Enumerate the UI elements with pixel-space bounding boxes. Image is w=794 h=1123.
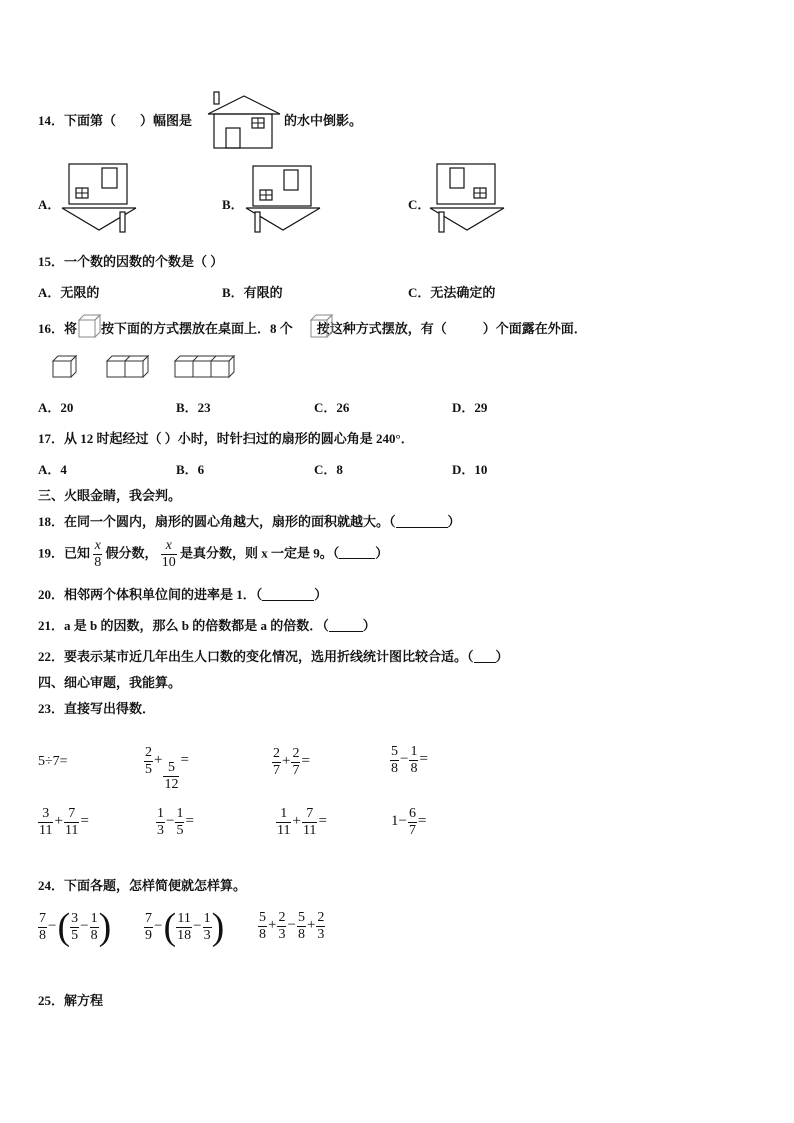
q23-expr-1: 5÷7=: [38, 754, 68, 769]
q24-expr-2: $\frac{7}{9}$ −( $\frac{11}{18}$ − $\frac{1}{3}$ ): [145, 906, 225, 948]
house-figure: [208, 92, 282, 150]
reflection-a-figure: [62, 164, 138, 234]
reflection-b-figure: [246, 166, 322, 236]
q14-line: [38, 110, 192, 129]
q14-text-c: 的水中倒影。: [284, 113, 363, 128]
q23-expr-6: $\frac{1}{3}$ − $\frac{1}{5}$ =: [157, 806, 194, 838]
q24-expr-1: $\frac{7}{8}$ −( $\frac{3}{5}$ − $\frac{1}{8}$ ): [39, 906, 112, 948]
q21-close-paren: ）: [362, 618, 376, 633]
q19-answer-blank[interactable]: [339, 558, 375, 559]
q16-option-d[interactable]: D．29: [452, 400, 488, 415]
q14-text-b: ）幅图是: [140, 113, 193, 128]
section-3-heading: 三、火眼金睛，我会判。: [38, 488, 182, 503]
q20-text: 20．相邻两个体积单位间的进率是 1．（: [38, 587, 263, 602]
q17-option-a[interactable]: A．4: [38, 462, 67, 477]
cubes-two: [106, 355, 150, 379]
q17-question: 17．从 12 时起经过（ ）小时，时针扫过的扇形的圆心角是 240°．: [38, 431, 414, 446]
q15-option-b[interactable]: B．有限的: [222, 285, 283, 300]
q20-answer-blank[interactable]: [262, 600, 314, 601]
q22-answer-blank[interactable]: [474, 662, 496, 663]
q19-line: [38, 538, 388, 571]
q23-title: 23．直接写出得数．: [38, 701, 156, 716]
q23-expr-7: $\frac{1}{11}$ + $\frac{7}{11}$ =: [277, 806, 327, 838]
q19-text-a: 19．已知: [38, 545, 91, 561]
q23-expr-3: $\frac{2}{7}$ + $\frac{2}{7}$ =: [273, 746, 310, 778]
q21-answer-blank[interactable]: [329, 631, 363, 632]
q18-line: [38, 511, 461, 530]
q23-expr-5: $\frac{3}{11}$ + $\frac{7}{11}$ =: [39, 806, 89, 838]
q14-option-a[interactable]: A．: [38, 197, 61, 212]
q17-option-b[interactable]: B．6: [176, 462, 205, 477]
q18-close-paren: ）: [447, 514, 461, 529]
q16-option-a[interactable]: A．20: [38, 400, 74, 415]
q24-title: 24．下面各题，怎样简便就怎样算。: [38, 878, 247, 893]
q22-close-paren: ）: [495, 649, 509, 664]
q14-option-c[interactable]: C．: [408, 197, 431, 212]
q15-option-c[interactable]: C．无法确定的: [408, 285, 496, 300]
q19-fraction-1: $\frac{x}{8}$: [94, 538, 102, 570]
section-4-heading: 四、细心审题，我能算。: [38, 675, 182, 690]
q19-text-b: 假分数，: [105, 545, 158, 561]
q24-expr-3: $\frac{5}{8}$ + $\frac{2}{3}$ − $\frac{5}{8}$ + $\frac{2}{3}$: [259, 910, 325, 942]
cubes-one: [52, 355, 78, 379]
q22-text: 22．要表示某市近几年出生人口数的变化情况，选用折线统计图比较合适。（: [38, 649, 474, 664]
q17-option-d[interactable]: D．10: [452, 462, 488, 477]
q15-option-a[interactable]: A．无限的: [38, 285, 100, 300]
q20-line: [38, 584, 327, 603]
q19-close-paren: ）: [375, 545, 389, 561]
q25-title: 25．解方程: [38, 993, 104, 1008]
q16-text-b: 按下面的方式摆放在桌面上．8 个: [101, 321, 293, 336]
q14-option-b[interactable]: B．: [222, 197, 244, 212]
q14-text-a: 14．下面第（: [38, 113, 117, 128]
q23-expr-8: 1− $\frac{6}{7}$ =: [391, 806, 427, 838]
q20-close-paren: ）: [314, 587, 328, 602]
q19-text-c: 是真分数，则 x 一定是 9。（: [180, 545, 340, 561]
q22-line: [38, 646, 509, 665]
q21-line: [38, 615, 376, 634]
q17-option-c[interactable]: C．8: [314, 462, 343, 477]
q16-text-c: 按这种方式摆放，有（: [316, 321, 447, 336]
q16-text-d: ）个面露在外面．: [482, 321, 587, 336]
cubes-three: [174, 355, 236, 379]
q16-option-c[interactable]: C．26: [314, 400, 350, 415]
q15-question: 15．一个数的因数的个数是（ ）: [38, 254, 224, 269]
cube-icon: [78, 314, 102, 338]
q21-text: 21．a 是 b 的因数，那么 b 的倍数都是 a 的倍数．（: [38, 618, 329, 633]
q18-answer-blank[interactable]: [396, 527, 448, 528]
q16-option-b[interactable]: B．23: [176, 400, 211, 415]
q16-text-a: 16．将: [38, 321, 78, 336]
cube-icon: [310, 314, 334, 338]
q19-fraction-2: $\frac{x}{10}$: [161, 538, 176, 570]
q23-expr-4: $\frac{5}{8}$ − $\frac{1}{8}$ =: [391, 744, 428, 776]
q23-expr-2: $\frac{2}{5}$ + $\frac{5}{12}$ =: [145, 745, 189, 792]
reflection-c-figure: [430, 164, 506, 234]
q18-text: 18．在同一个圆内，扇形的圆心角越大，扇形的面积就越大。（: [38, 514, 396, 529]
